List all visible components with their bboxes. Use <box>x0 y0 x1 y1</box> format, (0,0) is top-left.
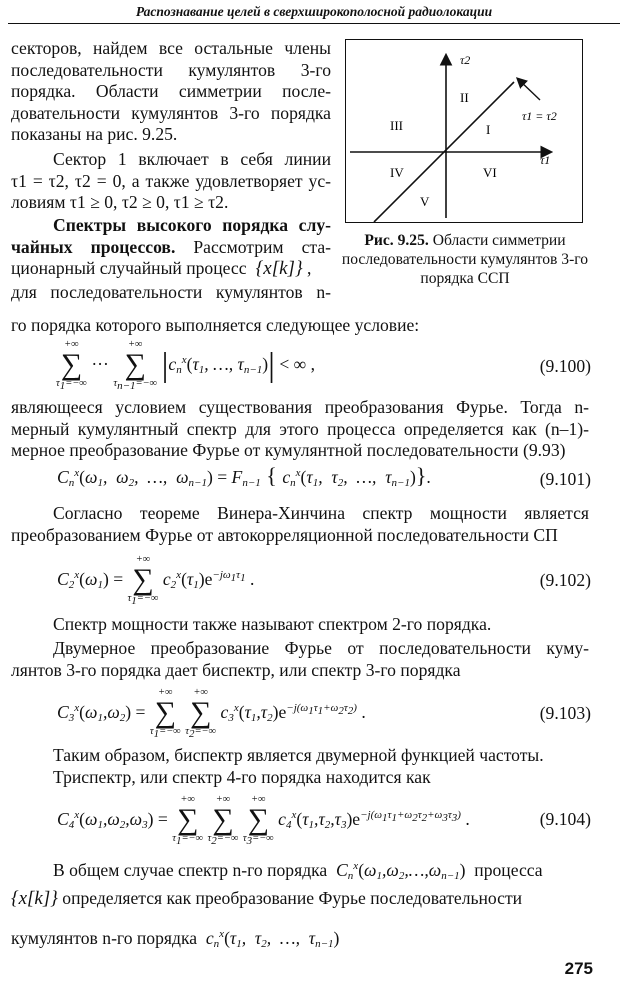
header-rule <box>8 23 620 24</box>
text-line: Таким образом, биспектр является двумерной функцией частоты. <box>53 745 544 765</box>
region-III: III <box>390 118 403 133</box>
text-line: являющееся условием существования преобразования Фурье. Тогда n- <box>11 397 589 417</box>
text-line: показаны на рис. 9.25. <box>11 124 178 144</box>
paragraph-1 <box>11 38 331 146</box>
text-line: Спектр мощности также называют спектром 2-го порядка. <box>53 614 492 634</box>
text-line: последовательности кумулянтов 3-го <box>11 59 331 80</box>
inline-formula: $c_n^x(\tau_1$, $\tau_2$, …, $\tau_{n-1}$) <box>201 928 340 950</box>
text-line: Триспектр, или спектр 4-го порядка находится как <box>53 766 431 787</box>
text-line: лянтов 3-го порядка дает биспектр, или спектр 3-го порядка <box>11 659 461 680</box>
running-title: Распознавание целей в сверхширокополосной радиолокации <box>135 4 493 19</box>
region-II: II <box>460 90 469 105</box>
paragraph-8 <box>53 745 589 788</box>
text-line: Сектор 1 включает в себя линии <box>53 149 331 169</box>
text-line: порядка. Области симметрии после- <box>11 81 331 101</box>
process-x-k: {x[k]} <box>11 888 58 909</box>
text-span: В общем случае спектр n-го порядка <box>53 860 328 880</box>
process-x-k: {x[k]} <box>250 258 303 279</box>
pointer-arrow <box>518 79 540 100</box>
equation-9-100: +∞ ∑ $\tau_1=-\infty$ ··· +∞ ∑ $\tau_{n-1}=-\infty$ $|c_n^x(\tau_1$, …, $\tau_{n-1})|$ < ∞ , <box>56 339 315 392</box>
inline-formula: $C_n^x(\omega_1,\omega_2,\dots,\omega_{n-1})$ <box>331 860 466 882</box>
tau2-label: τ2 <box>460 53 471 67</box>
text-span: определяется как преобразование Фурье последовательности <box>62 888 523 908</box>
tau1-label: τ1 <box>540 153 551 167</box>
text-span: Рассмотрим ста- <box>175 236 331 257</box>
region-I: I <box>486 122 491 137</box>
text-line: τ1 = τ2, τ2 = 0, а также удовлетворяет ус- <box>11 170 331 191</box>
equation-9-102: $C_2^x(\omega_1)$ = +∞ ∑ $\tau_1=-\infty$ $c_2^x(\tau_1)e^{-j\omega_1\tau_1}$ . <box>57 554 255 607</box>
bold-phrase: чайных процессов. <box>11 236 176 257</box>
paragraph-4 <box>11 397 589 462</box>
symmetry-regions-diagram <box>346 40 582 222</box>
text-line: секторов, найдем все остальные члены <box>11 38 331 58</box>
text-line: мерное преобразование Фурье от кумулянтной последовательности (9.93) <box>11 440 566 460</box>
caption-label: Рис. 9.25. <box>364 232 429 249</box>
text-line <box>11 888 589 910</box>
text-line <box>53 856 589 888</box>
equation-number: (9.100) <box>539 356 591 376</box>
equation-number: (9.104) <box>539 809 591 829</box>
diagonal-label: τ1 = τ2 <box>522 109 557 123</box>
text-line <box>11 924 589 956</box>
region-VI: VI <box>483 165 497 180</box>
text-span: кумулянтов n-го порядка <box>11 928 198 948</box>
paragraph-3 <box>11 215 331 303</box>
equation-number: (9.102) <box>539 570 591 590</box>
text-line: мерный кумулянтный спектр для этого процесса определяется как (n–1)- <box>11 418 589 439</box>
running-header <box>0 0 628 26</box>
region-V: V <box>420 194 430 209</box>
page-number: 275 <box>564 959 593 978</box>
paragraph-7 <box>11 638 589 681</box>
equation-9-103: $C_3^x(\omega_1,\omega_2)$ = +∞ ∑ $\tau_1=-\infty$ +∞ ∑ $\tau_2=-\infty$ $c_3^x(\tau_1,\tau_2)e^{-j(\omega_1\tau_1+\omega_2\tau_2)}$ . <box>57 687 366 740</box>
caption-text: Области симметрии последовательности кумулянтов 3-го порядка ССП <box>341 232 589 287</box>
text-line: довательности кумулянтов 3-го порядка <box>11 102 331 123</box>
text-line: Согласно теореме Винера-Хинчина спектр мощности является <box>53 503 589 523</box>
equation-number: (9.103) <box>539 703 591 723</box>
equation-9-104: $C_4^x(\omega_1,\omega_2,\omega_3)$ = +∞ ∑ $\tau_1=-\infty$ +∞ ∑ $\tau_2=-\infty$ +∞ ∑ $\tau_3=-\infty$ $c_4^x(\tau_1,\tau_2,\tau_3)e^{-j(\omega_1\tau_1+\omega_2\tau_2+\omega_3\tau_3)}$ . <box>57 794 470 847</box>
text-line: го порядка которого выполняется следующее условие: <box>11 315 420 335</box>
text-line: преобразованием Фурье от автокорреляционной последовательности СП <box>11 524 558 545</box>
text-line: Спектры высокого порядка слу- <box>53 215 331 235</box>
equation-number: (9.101) <box>539 469 591 489</box>
figure-caption <box>340 231 590 288</box>
text-line: для последовательности кумулянтов n- <box>11 281 331 302</box>
paragraph-5 <box>11 503 589 546</box>
paragraph-2 <box>11 149 331 214</box>
text-span: ционарный случайный процесс <box>11 258 247 278</box>
text-line: Двумерное преобразование Фурье от последовательности куму- <box>53 638 589 658</box>
equation-9-101: $C_n^x(\omega_1$, $\omega_2$, …, $\omega_{n-1}) = F_{n-1}$ { $c_n^x(\tau_1$, $\tau_2$, …, $\tau_{n-1}$)}. <box>57 463 431 489</box>
text-line <box>11 237 331 259</box>
text-line: ловиям τ1 ≥ 0, τ2 ≥ 0, τ1 ≥ τ2. <box>11 192 229 212</box>
text-line: ционарный случайный процесс {x[k]} , <box>11 258 312 279</box>
figure-9-25 <box>345 39 583 223</box>
region-IV: IV <box>390 165 404 180</box>
text-span: процесса <box>474 860 543 880</box>
